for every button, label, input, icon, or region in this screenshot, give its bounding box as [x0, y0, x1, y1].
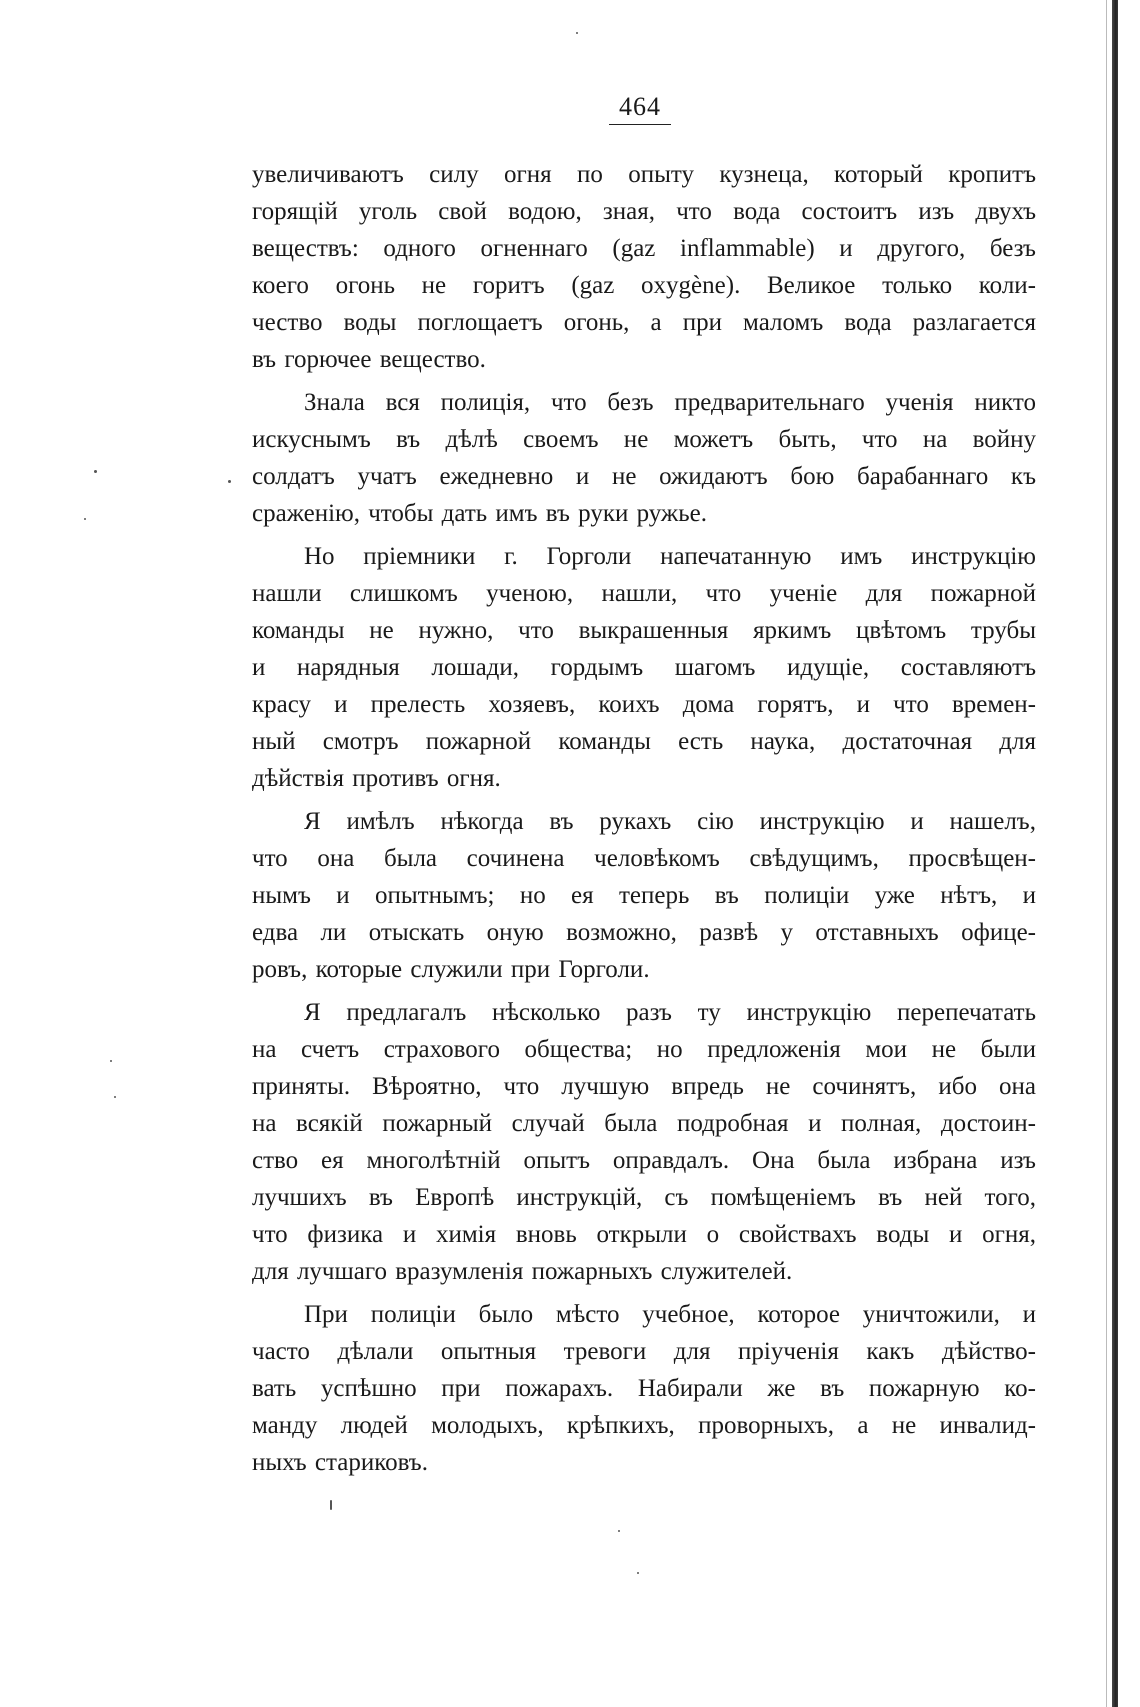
scan-speck	[110, 1060, 112, 1062]
text-line: вать успѣшно при пожарахъ. Набирали же въ пожарную ко-	[252, 1375, 1036, 1402]
binding-shadow-line	[1106, 0, 1107, 1707]
scan-speck	[94, 470, 97, 473]
text-line: коего огонь не горитъ (gaz oxygène). Великое только коли-	[252, 272, 1036, 299]
paragraph	[252, 156, 1036, 378]
scan-speck	[114, 1096, 116, 1098]
text-line: нашли слишкомъ ученою, нашли, что ученіе для пожарной	[252, 580, 1036, 607]
text-line: на счетъ страхового общества; но предложенія мои не были	[252, 1036, 1036, 1063]
page-number: 464	[609, 92, 671, 125]
scan-speck	[618, 1530, 620, 1532]
text-line: сраженію, чтобы дать имъ въ руки ружье.	[252, 500, 707, 527]
scan-speck	[228, 480, 231, 483]
text-line: приняты. Вѣроятно, что лучшую впредь не сочинятъ, ибо она	[252, 1073, 1036, 1100]
text-line: солдатъ учатъ ежедневно и не ожидаютъ бою барабаннаго къ	[252, 463, 1036, 490]
scan-speck	[576, 32, 578, 34]
text-line: ный смотръ пожарной команды есть наука, достаточная для	[252, 728, 1036, 755]
page-number-header	[590, 92, 690, 125]
text-line: Знала вся полиція, что безъ предварительнаго ученія никто	[304, 389, 1036, 416]
text-line: что она была сочинена человѣкомъ свѣдущимъ, просвѣщен-	[252, 845, 1036, 872]
text-line: что физика и химія вновь открыли о свойствахъ воды и огня,	[252, 1221, 1036, 1248]
text-line: При полиціи было мѣсто учебное, которое уничтожили, и	[304, 1301, 1036, 1328]
paragraph	[252, 538, 1036, 797]
text-line: горящій уголь свой водою, зная, что вода состоитъ изъ двухъ	[252, 198, 1036, 225]
text-line: въ горючее вещество.	[252, 346, 486, 373]
scan-speck	[84, 518, 86, 520]
text-line: ровъ, которые служили при Горголи.	[252, 956, 650, 983]
text-line: Я предлагалъ нѣсколько разъ ту инструкцію перепечатать	[304, 999, 1036, 1026]
text-line: для лучшаго вразумленія пожарныхъ служителей.	[252, 1258, 793, 1285]
paragraph	[252, 384, 1036, 532]
text-line: на всякій пожарный случай была подробная и полная, достоин-	[252, 1110, 1036, 1137]
text-line: веществъ: одного огненнаго (gaz inflammable) и другого, безъ	[252, 235, 1036, 262]
text-line: чество воды поглощаетъ огонь, а при маломъ вода разлагается	[252, 309, 1036, 336]
text-line: ство ея многолѣтній опытъ оправдалъ. Она была избрана изъ	[252, 1147, 1036, 1174]
scan-speck	[330, 1500, 332, 1510]
text-line: едва ли отыскать оную возможно, развѣ у отставныхъ офице-	[252, 919, 1036, 946]
text-line: Я имѣлъ нѣкогда въ рукахъ сію инструкцію и нашелъ,	[304, 808, 1036, 835]
text-line: манду людей молодыхъ, крѣпкихъ, проворныхъ, а не инвалид-	[252, 1412, 1036, 1439]
text-line: Но пріемники г. Горголи напечатанную имъ инструкцію	[304, 543, 1036, 570]
text-line: красу и прелесть хозяевъ, коихъ дома горятъ, и что времен-	[252, 691, 1036, 718]
paragraph	[252, 803, 1036, 988]
paragraph	[252, 994, 1036, 1290]
text-line: ныхъ стариковъ.	[252, 1449, 428, 1476]
paragraph	[252, 1296, 1036, 1481]
text-line: и нарядныя лошади, гордымъ шагомъ идущіе, составляютъ	[252, 654, 1036, 681]
text-line: часто дѣлали опытныя тревоги для пріученія какъ дѣйство-	[252, 1338, 1036, 1365]
body-text	[252, 156, 1036, 1481]
text-line: команды не нужно, что выкрашенныя яркимъ цвѣтомъ трубы	[252, 617, 1036, 644]
page-binding-edge	[1112, 0, 1118, 1707]
scan-speck	[637, 1572, 639, 1574]
text-line: дѣйствія противъ огня.	[252, 765, 501, 792]
text-line: искуснымъ въ дѣлѣ своемъ не можетъ быть, что на войну	[252, 426, 1036, 453]
text-line: нымъ и опытнымъ; но ея теперь въ полиціи уже нѣтъ, и	[252, 882, 1036, 909]
text-line: лучшихъ въ Европѣ инструкцій, съ помѣщеніемъ въ ней того,	[252, 1184, 1036, 1211]
text-line: увеличиваютъ силу огня по опыту кузнеца, который кропитъ	[252, 161, 1036, 188]
